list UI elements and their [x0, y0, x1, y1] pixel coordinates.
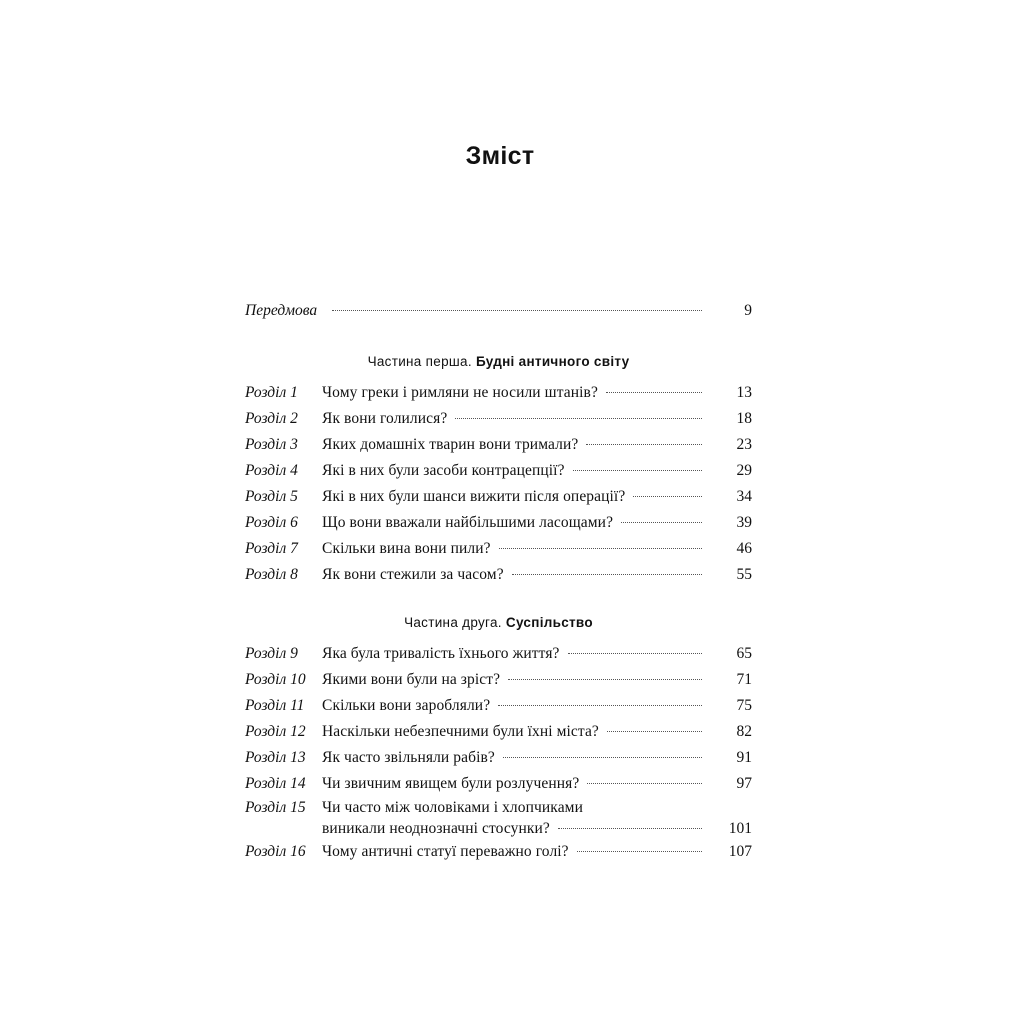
dot-leader — [508, 678, 702, 680]
page-number: 23 — [736, 436, 752, 453]
table-of-contents — [245, 298, 752, 865]
page-number: 101 — [728, 820, 752, 837]
toc-row[interactable] — [245, 432, 752, 458]
chapter-number: Розділ 8 — [245, 566, 298, 583]
toc-row[interactable] — [245, 839, 752, 865]
dot-leader — [633, 495, 702, 497]
chapter-number: Розділ 6 — [245, 514, 298, 531]
page-number: 82 — [736, 723, 752, 740]
chapter-title: Скільки вони заробляли? — [322, 697, 491, 714]
dot-leader — [587, 782, 702, 784]
part-heading-2 — [245, 613, 752, 633]
dot-leader — [499, 547, 702, 549]
toc-row[interactable] — [245, 797, 752, 839]
chapter-number: Розділ 10 — [245, 671, 306, 688]
part-name: Будні античного світу — [475, 354, 630, 369]
page-number: 71 — [736, 671, 752, 688]
chapter-title: Чому античні статуї переважно голі? — [322, 843, 569, 860]
chapter-number: Розділ 3 — [245, 436, 298, 453]
part-name: Суспільство — [505, 615, 593, 630]
chapter-number: Розділ 9 — [245, 645, 298, 662]
page-number: 13 — [736, 384, 752, 401]
chapter-number: Розділ 15 — [245, 799, 306, 816]
page-number: 75 — [736, 697, 752, 714]
dot-leader — [568, 652, 702, 654]
chapter-title: Чи звичним явищем були розлучення? — [322, 775, 580, 792]
chapter-title: Чому греки і римляни не носили штанів? — [322, 384, 598, 401]
chapter-number: Розділ 12 — [245, 723, 306, 740]
chapter-number: Розділ 13 — [245, 749, 306, 766]
chapter-number: Розділ 16 — [245, 843, 306, 860]
chapter-number: Розділ 2 — [245, 410, 298, 427]
toc-row[interactable] — [245, 458, 752, 484]
dot-leader — [607, 730, 702, 732]
dot-leader — [512, 573, 702, 575]
page-number: 55 — [736, 566, 752, 583]
toc-row[interactable] — [245, 693, 752, 719]
chapter-title: Які в них були шанси вижити після операції? — [322, 488, 626, 505]
section-spacer — [245, 588, 752, 613]
dot-leader — [558, 827, 702, 829]
toc-row[interactable] — [245, 380, 752, 406]
dot-leader — [573, 469, 702, 471]
dot-leader — [621, 521, 702, 523]
part-label: Частина перша. — [367, 354, 472, 369]
chapter-title-line-2: виникали неоднозначні стосунки? — [322, 820, 550, 837]
chapter-number: Розділ 7 — [245, 540, 298, 557]
toc-row[interactable] — [245, 745, 752, 771]
chapter-title: Як вони стежили за часом? — [322, 566, 504, 583]
dot-leader — [577, 850, 702, 852]
chapter-title: Якими вони були на зріст? — [322, 671, 501, 688]
chapter-title: Наскільки небезпечними були їхні міста? — [322, 723, 599, 740]
toc-row[interactable] — [245, 484, 752, 510]
chapter-title: Скільки вина вони пили? — [322, 540, 491, 557]
toc-row[interactable] — [245, 771, 752, 797]
toc-row[interactable] — [245, 406, 752, 432]
toc-row[interactable] — [245, 719, 752, 745]
page-number: 39 — [736, 514, 752, 531]
chapter-title: Як вони голилися? — [322, 410, 448, 427]
page-number: 97 — [736, 775, 752, 792]
chapter-title-line-1: Чи часто між чоловіками і хлопчиками — [322, 799, 583, 816]
chapter-title: Яка була тривалість їхнього життя? — [322, 645, 560, 662]
toc-row[interactable] — [245, 641, 752, 667]
page-number: 65 — [736, 645, 752, 662]
toc-row[interactable] — [245, 562, 752, 588]
dot-leader — [606, 391, 702, 393]
chapter-number: Розділ 1 — [245, 384, 298, 401]
chapter-number: Розділ 5 — [245, 488, 298, 505]
dot-leader — [332, 309, 702, 311]
chapter-title: Які в них були засоби контрацепції? — [322, 462, 565, 479]
toc-row[interactable] — [245, 536, 752, 562]
dot-leader — [503, 756, 702, 758]
chapter-title: Як часто звільняли рабів? — [322, 749, 495, 766]
part-label: Частина друга. — [404, 615, 502, 630]
page-number: 18 — [736, 410, 752, 427]
chapter-title: Яких домашніх тварин вони тримали? — [322, 436, 579, 453]
page-number: 91 — [736, 749, 752, 766]
dot-leader — [498, 704, 702, 706]
page-title: Зміст — [465, 142, 535, 170]
page-number: 9 — [744, 302, 752, 319]
preface-label: Передмова — [245, 302, 318, 319]
dot-leader — [455, 417, 702, 419]
chapter-number: Розділ 11 — [245, 697, 305, 714]
dot-leader — [586, 443, 702, 445]
toc-row[interactable] — [245, 667, 752, 693]
part-heading-1 — [245, 352, 752, 372]
toc-row-preface[interactable] — [245, 298, 752, 324]
page-number: 34 — [736, 488, 752, 505]
page-number: 46 — [736, 540, 752, 557]
chapter-number: Розділ 14 — [245, 775, 306, 792]
toc-row[interactable] — [245, 510, 752, 536]
page-number: 107 — [728, 843, 752, 860]
page-number: 29 — [736, 462, 752, 479]
chapter-title: Що вони вважали найбільшими ласощами? — [322, 514, 614, 531]
chapter-number: Розділ 4 — [245, 462, 298, 479]
